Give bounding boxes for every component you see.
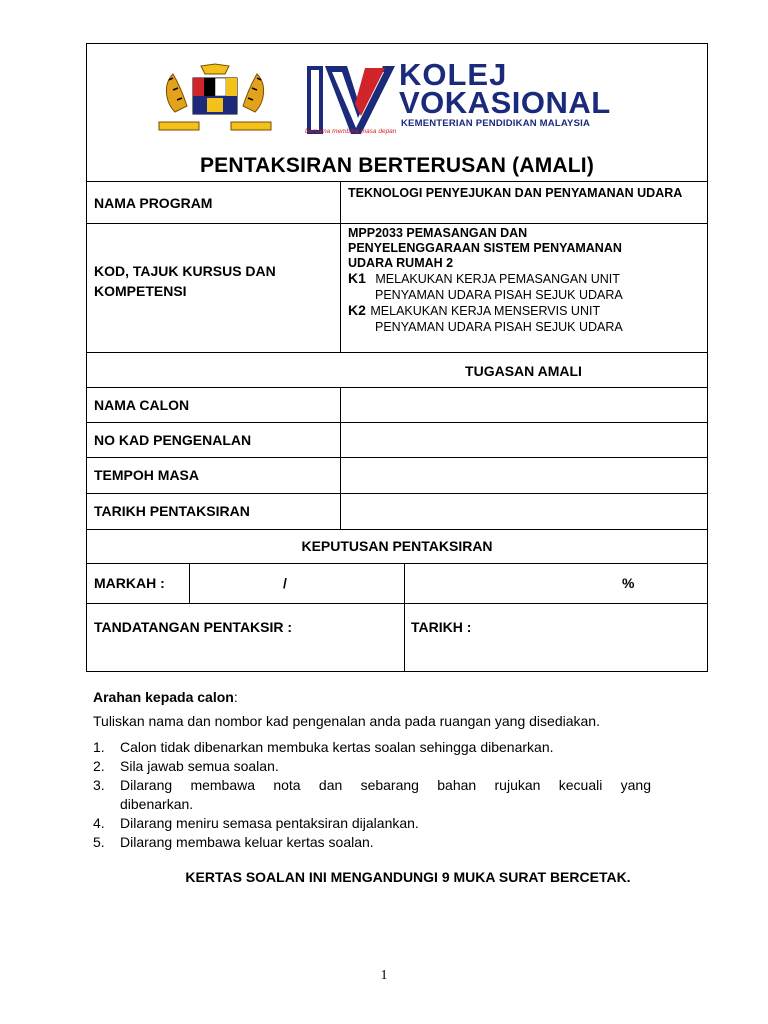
k1-line1: MELAKUKAN KERJA PEMASANGAN UNIT: [375, 272, 620, 286]
tempoh-label: TEMPOH MASA: [94, 467, 199, 483]
tarikh-label: TARIKH :: [411, 619, 472, 635]
list-item-text: Sila jawab semua soalan.: [120, 758, 279, 774]
list-item: [93, 814, 651, 833]
markah-label: MARKAH :: [94, 575, 165, 591]
no-kad-field[interactable]: [341, 423, 707, 457]
page-title: PENTAKSIRAN BERTERUSAN (AMALI): [199, 154, 595, 177]
list-item: [93, 776, 651, 814]
instructions-heading-colon: :: [233, 689, 238, 705]
list-item-number: 2.: [93, 758, 105, 774]
k2-line2: PENYAMAN UDARA PISAH SEJUK UDARA: [375, 320, 623, 334]
list-item-text: Dilarang membawa nota dan sebarang bahan rujukan kecuali yang dibenarkan.: [120, 777, 651, 812]
nama-calon-label: NAMA CALON: [94, 397, 190, 413]
nama-calon-field[interactable]: [341, 388, 707, 422]
coat-of-arms-logo: [155, 62, 275, 136]
markah-slash: /: [283, 575, 287, 591]
assessment-form: [86, 43, 708, 672]
list-item-number: 3.: [93, 777, 105, 793]
instructions-heading: Arahan kepada calon: [93, 689, 234, 705]
tarikh-pentaksiran-field[interactable]: [341, 494, 707, 529]
k2-code: K2: [348, 302, 366, 318]
list-item-text: Dilarang meniru semasa pentaksiran dijalankan.: [120, 815, 419, 831]
instructions-list: [93, 738, 651, 852]
program-value: TEKNOLOGI PENYEJUKAN DAN PENYAMANAN UDARA: [348, 186, 683, 200]
k2-line1: MELAKUKAN KERJA MENSERVIS UNIT: [370, 304, 601, 318]
tandatangan-label: TANDATANGAN PENTAKSIR :: [94, 619, 293, 635]
kod-label-line2: KOMPETENSI: [94, 283, 187, 299]
instructions-intro: Tuliskan nama dan nombor kad pengenalan anda pada ruangan yang disediakan.: [93, 713, 600, 729]
tempoh-field[interactable]: [341, 458, 707, 493]
brand-ministry: KEMENTERIAN PENDIDIKAN MALAYSIA: [401, 118, 591, 129]
tugasan-heading: TUGASAN AMALI: [465, 363, 582, 379]
brand-name-line1: KOLEJ: [399, 57, 508, 92]
brand-name-line2: VOKASIONAL: [399, 85, 611, 120]
list-item-number: 4.: [93, 815, 105, 831]
course-line3: UDARA RUMAH 2: [348, 256, 454, 270]
course-line1: MPP2033 PEMASANGAN DAN: [348, 226, 528, 240]
brand-tagline: bersama membina masa depan: [305, 128, 397, 135]
k1-line2: PENYAMAN UDARA PISAH SEJUK UDARA: [375, 288, 623, 302]
program-label: NAMA PROGRAM: [94, 195, 213, 211]
list-item-text: Dilarang membawa keluar kertas soalan.: [120, 834, 374, 850]
list-item: [93, 833, 651, 852]
markah-percent: %: [622, 575, 635, 591]
no-kad-label: NO KAD PENGENALAN: [94, 432, 252, 448]
tarikh-pentaksiran-label: TARIKH PENTAKSIRAN: [94, 503, 250, 519]
page-number: 1: [380, 968, 388, 983]
keputusan-heading: KEPUTUSAN PENTAKSIRAN: [301, 538, 493, 554]
page-count-note: KERTAS SOALAN INI MENGANDUNGI 9 MUKA SURAT BERCETAK.: [185, 869, 631, 885]
course-line2: PENYELENGGARAAN SISTEM PENYAMANAN: [348, 241, 622, 255]
list-item: [93, 757, 651, 776]
list-item-number: 5.: [93, 834, 105, 850]
k1-code: K1: [348, 270, 366, 286]
kolej-vokasional-logo-mark: [305, 64, 397, 136]
list-item-text: Calon tidak dibenarkan membuka kertas soalan sehingga dibenarkan.: [120, 739, 554, 755]
list-item: [93, 738, 651, 757]
kod-label-line1: KOD, TAJUK KURSUS DAN: [94, 263, 276, 279]
list-item-number: 1.: [93, 739, 105, 755]
